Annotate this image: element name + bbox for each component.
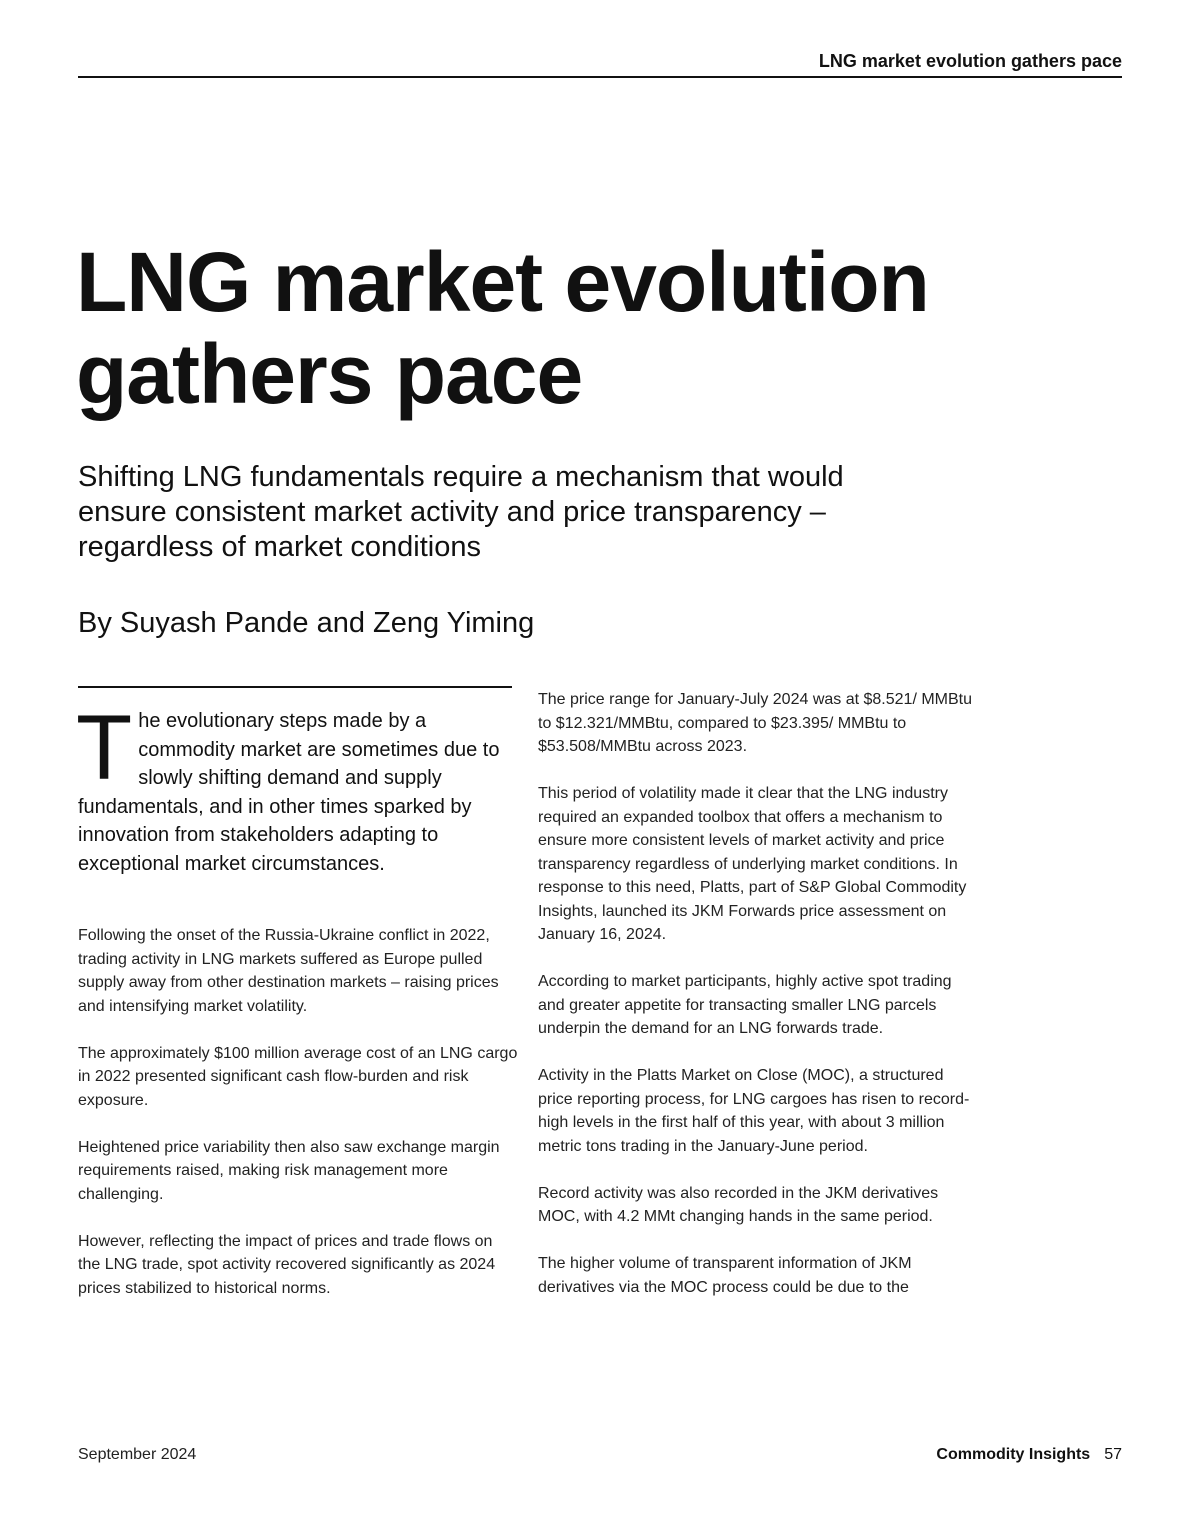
article-byline: By Suyash Pande and Zeng Yiming [78, 607, 535, 639]
running-header: LNG market evolution gathers pace [78, 50, 1122, 78]
body-paragraph: This period of volatility made it clear that the LNG industry required an expanded toolbox that offers a mechanism to ensure more consistent levels of market activity and price transparency regardless of underlying market conditions. In response to this need, Platts, part of S&P Global Commodity Insights, launched its JKM Forwards price assessment on January 16, 2024. [538, 785, 967, 943]
body-paragraph: Activity in the Platts Market on Close (MOC), a structured price reporting process, for LNG cargoes has risen to record-high levels in the first half of this year, with about 3 million metric tons trading in the January-June period. [538, 1067, 970, 1155]
lead-paragraph [76, 697, 518, 878]
body-paragraph: The price range for January-July 2024 was at $8.521/ MMBtu to $12.321/MMBtu, compared to $23.395/ MMBtu to $53.508/MMBtu across 2023. [538, 691, 972, 755]
body-paragraph: Heightened price variability then also saw exchange margin requirements raised, making risk management more challenging. [78, 1138, 500, 1203]
body-paragraph: Following the onset of the Russia-Ukraine conflict in 2022, trading activity in LNG markets suffered as Europe pulled supply away from other destination markets – raising prices and intensifying market volatility. [78, 927, 499, 1015]
footer-date: September 2024 [78, 1446, 197, 1463]
column-divider-rule [78, 686, 512, 688]
article-standfirst: Shifting LNG fundamentals require a mechanism that would ensure consistent market activity and price transparency – regardless of market conditions [78, 461, 844, 563]
footer-publication-name: Commodity Insights [936, 1446, 1091, 1463]
body-paragraph: The higher volume of transparent information of JKM derivatives via the MOC process could be due to the [538, 1255, 912, 1296]
footer-publication-block [936, 1444, 1122, 1466]
article-title: LNG market evolution gathers pace [76, 235, 929, 421]
body-paragraph: The approximately $100 million average cost of an LNG cargo in 2022 presented significant cash flow-burden and risk exposure. [78, 1044, 518, 1109]
lead-text: he evolutionary steps made by a commodity market are sometimes due to slowly shifting demand and supply fundamentals, and in other times sparked by innovation from stakeholders adapting to exceptional market circumstances. [78, 710, 500, 875]
left-column [76, 697, 518, 1324]
body-paragraph: However, reflecting the impact of prices and trade flows on the LNG trade, spot activity recovered significantly as 2024 prices stabilized to historical norms. [78, 1232, 496, 1297]
drop-cap: T [76, 697, 133, 799]
page-number: 57 [1104, 1446, 1122, 1463]
right-column [538, 688, 978, 1323]
body-paragraph: Record activity was also recorded in the JKM derivatives MOC, with 4.2 MMt changing hands in the same period. [538, 1184, 939, 1225]
body-paragraph: According to market participants, highly active spot trading and greater appetite for transacting smaller LNG parcels underpin the demand for an LNG forwards trade. [538, 973, 952, 1037]
